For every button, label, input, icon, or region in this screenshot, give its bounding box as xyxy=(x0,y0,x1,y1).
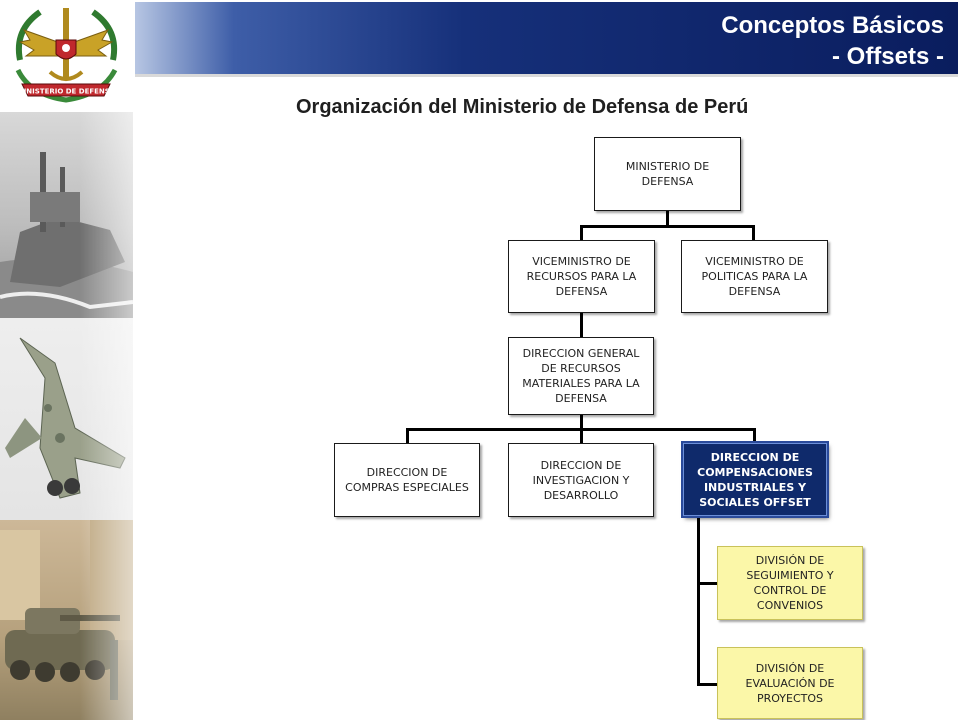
connector-division-seguimiento xyxy=(697,582,717,585)
tank-photo xyxy=(0,520,133,720)
org-node-compras: DIRECCION DE COMPRAS ESPECIALES xyxy=(334,443,480,517)
header-title-line2: - Offsets - xyxy=(831,43,944,70)
left-photo-strip xyxy=(0,0,133,720)
connector-divisions-vertical xyxy=(697,517,700,685)
org-node-direccion-general: DIRECCION GENERAL DE RECURSOS MATERIALES PARA LA DEFENSA xyxy=(508,337,654,415)
header-bar xyxy=(135,2,958,77)
connector-division-evaluacion xyxy=(697,683,717,686)
warship-photo xyxy=(0,112,133,318)
org-node-vice-recursos: VICEMINISTRO DE RECURSOS PARA LA DEFENSA xyxy=(508,240,655,313)
connector-compras xyxy=(406,428,409,443)
connector-vice-left xyxy=(580,225,583,240)
connector-compensaciones xyxy=(753,428,756,443)
org-node-ministerio: MINISTERIO DE DEFENSA xyxy=(594,137,741,211)
org-node-compensaciones: DIRECCION DE COMPENSACIONES INDUSTRIALES Y SOCIALES OFFSET xyxy=(683,443,827,516)
ministry-emblem xyxy=(0,0,133,112)
emblem-ribbon-text: MINISTERIO DE DEFENSA xyxy=(16,87,116,96)
photo-fade xyxy=(0,520,133,720)
org-node-division-seguimiento: DIVISIÓN DE SEGUIMIENTO Y CONTROL DE CONVENIOS xyxy=(717,546,863,620)
fighter-jet-photo xyxy=(0,318,133,520)
connector-vice-to-general xyxy=(580,313,583,337)
header-title xyxy=(721,10,944,72)
connector-investigacion xyxy=(580,428,583,443)
connector-vice-horizontal xyxy=(580,225,755,228)
photo-fade xyxy=(0,112,133,318)
org-node-vice-politicas: VICEMINISTRO DE POLITICAS PARA LA DEFENSA xyxy=(681,240,828,313)
header-title-line1: Conceptos Básicos xyxy=(721,12,944,39)
connector-vice-right xyxy=(752,225,755,240)
photo-fade xyxy=(0,318,133,520)
page-title: Organización del Ministerio de Defensa de Perú xyxy=(296,96,749,118)
ministry-emblem-icon xyxy=(0,0,133,112)
org-node-investigacion: DIRECCION DE INVESTIGACION Y DESARROLLO xyxy=(508,443,654,517)
org-node-division-evaluacion: DIVISIÓN DE EVALUACIÓN DE PROYECTOS xyxy=(717,647,863,719)
